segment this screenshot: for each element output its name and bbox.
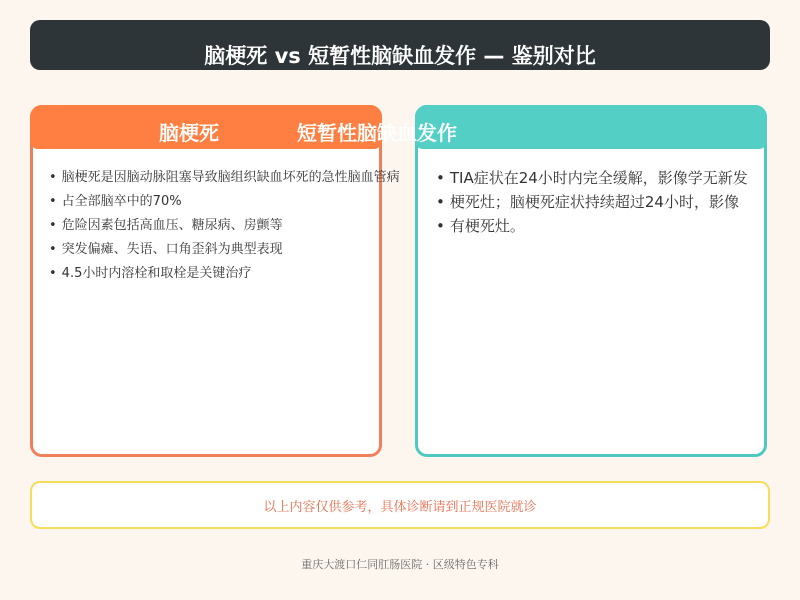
bullet-icon: • xyxy=(49,218,57,233)
list-item xyxy=(49,166,415,190)
list-item xyxy=(49,262,415,286)
list-item-text: 危险因素包括高血压、糖尿病、房颤等 xyxy=(61,218,283,233)
infarction-card xyxy=(30,105,400,457)
bullet-icon: • xyxy=(436,169,445,187)
list-item xyxy=(436,214,766,238)
tia-card xyxy=(297,105,767,457)
bullet-icon: • xyxy=(436,193,445,211)
bullet-icon: • xyxy=(49,242,57,257)
list-item xyxy=(436,166,766,190)
tia-list xyxy=(436,166,766,238)
list-item-text: TIA症状在24小时内完全缓解，影像学无新发 xyxy=(449,169,748,187)
tia-card-title: 短暂性脑缺血发作 xyxy=(297,121,457,145)
title-bar xyxy=(30,20,770,70)
tia-card-header xyxy=(415,105,767,149)
list-item-text: 突发偏瘫、失语、口角歪斜为典型表现 xyxy=(61,242,283,257)
list-item-text: 脑梗死是因脑动脉阻塞导致脑组织缺血坏死的急性脑血管病 xyxy=(61,170,400,185)
list-item xyxy=(436,190,766,214)
list-item xyxy=(49,238,415,262)
infarction-list xyxy=(49,166,415,286)
list-item-text: 占全部脑卒中的70% xyxy=(61,194,182,209)
bullet-icon: • xyxy=(436,217,445,235)
bullet-icon: • xyxy=(49,170,57,185)
list-item-text: 4.5小时内溶栓和取栓是关键治疗 xyxy=(61,266,252,281)
infarction-card-title: 脑梗死 xyxy=(159,121,219,145)
bullet-icon: • xyxy=(49,266,57,281)
list-item xyxy=(49,190,415,214)
list-item-text: 有梗死灶。 xyxy=(449,217,525,235)
list-item xyxy=(49,214,415,238)
disclaimer-box xyxy=(30,481,770,529)
disclaimer-text: 以上内容仅供参考，具体诊断请到正规医院就诊 xyxy=(263,499,537,515)
footer-text: 重庆大渡口仁同肛肠医院 · 区级特色专科 xyxy=(301,558,499,571)
list-item-text: 梗死灶；脑梗死症状持续超过24小时，影像 xyxy=(449,193,739,211)
page-title: 脑梗死 vs 短暂性脑缺血发作 — 鉴别对比 xyxy=(204,44,596,68)
bullet-icon: • xyxy=(49,194,57,209)
